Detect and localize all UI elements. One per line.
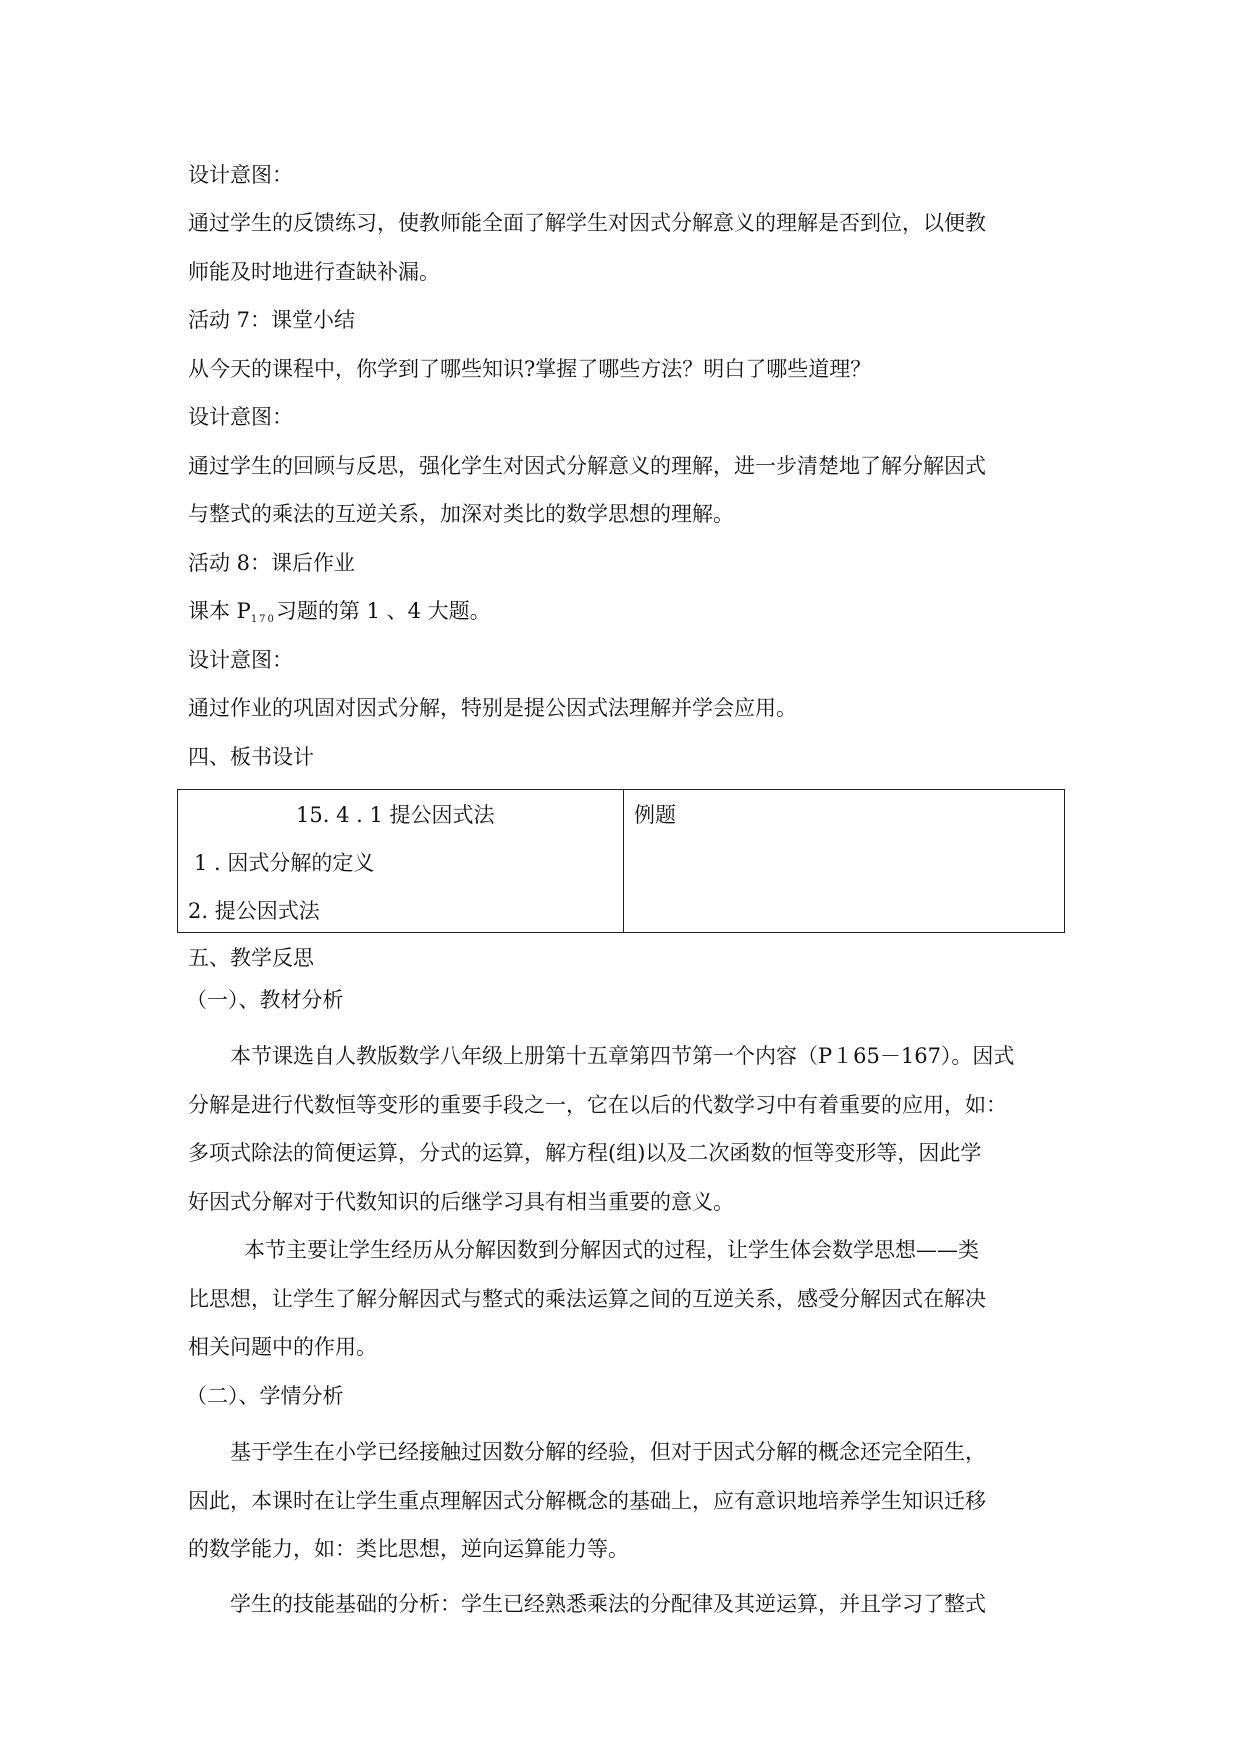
paragraph-line: 好因式分解对于代数知识的后继学习具有相当重要的意义。 <box>188 1190 734 1214</box>
paragraph-line: 通过学生的反馈练习，使教师能全面了解学生对因式分解意义的理解是否到位，以便教 <box>188 211 986 235</box>
section-5-heading: 五、教学反思 <box>188 946 314 970</box>
homework-prefix: 课本 P <box>188 599 251 623</box>
paragraph-line: 的数学能力，如：类比思想，逆向运算能力等。 <box>188 1537 629 1561</box>
paragraph-line: 分解是进行代数恒等变形的重要手段之一，它在以后的代数学习中有着重要的应用，如： <box>188 1093 1007 1117</box>
section-4-heading: 四、板书设计 <box>188 745 314 769</box>
homework-line <box>188 596 491 635</box>
paragraph-line: 本节课选自人教版数学八年级上册第十五章第四节第一个内容（P１65－167）。因式 <box>230 1044 1015 1068</box>
board-example-heading: 例题 <box>634 803 676 827</box>
design-intent-label: 设计意图： <box>188 163 293 187</box>
activity-8-heading: 活动 8：课后作业 <box>188 551 356 575</box>
board-title: 15. 4 . 1 提公因式法 <box>296 803 495 827</box>
subsection-1-heading: （一）、教材分析 <box>186 988 344 1012</box>
paragraph-line: 学生的技能基础的分析：学生已经熟悉乘法的分配律及其逆运算，并且学习了整式 <box>230 1592 986 1616</box>
board-item-1: 1 . 因式分解的定义 <box>194 851 375 875</box>
activity-7-heading: 活动 7：课堂小结 <box>188 308 356 332</box>
paragraph-line: 通过学生的回顾与反思，强化学生对因式分解意义的理解，进一步清楚地了解分解因式 <box>188 454 986 478</box>
page-subscript: 170 <box>250 614 276 625</box>
paragraph-line: 比思想，让学生了解分解因式与整式的乘法运算之间的互逆关系，感受分解因式在解决 <box>188 1287 986 1311</box>
subsection-2-heading: （二）、学情分析 <box>186 1384 344 1408</box>
paragraph-line: 本节主要让学生经历从分解因数到分解因式的过程，让学生体会数学思想——类 <box>244 1238 979 1262</box>
homework-suffix: 习题的第 1 、4 大题。 <box>275 599 491 623</box>
paragraph-line: 基于学生在小学已经接触过因数分解的经验，但对于因式分解的概念还完全陌生， <box>230 1440 986 1464</box>
paragraph-line: 与整式的乘法的互逆关系，加深对类比的数学思想的理解。 <box>188 502 734 526</box>
paragraph-line: 因此，本课时在让学生重点理解因式分解概念的基础上，应有意识地培养学生知识迁移 <box>188 1489 986 1513</box>
design-intent-label: 设计意图： <box>188 648 293 672</box>
blackboard-design-table <box>177 789 1065 933</box>
paragraph-line: 相关问题中的作用。 <box>188 1335 377 1359</box>
paragraph-line: 多项式除法的简便运算，分式的运算，解方程(组)以及二次函数的恒等变形等，因此学 <box>188 1141 982 1165</box>
board-item-2: 2. 提公因式法 <box>188 899 320 923</box>
paragraph-line: 师能及时地进行查缺补漏。 <box>188 260 440 284</box>
design-intent-label: 设计意图： <box>188 405 293 429</box>
paragraph-line: 从今天的课程中，你学到了哪些知识?掌握了哪些方法？明白了哪些道理？ <box>188 357 872 381</box>
table-divider <box>623 790 624 932</box>
paragraph-line: 通过作业的巩固对因式分解，特别是提公因式法理解并学会应用。 <box>188 696 797 720</box>
